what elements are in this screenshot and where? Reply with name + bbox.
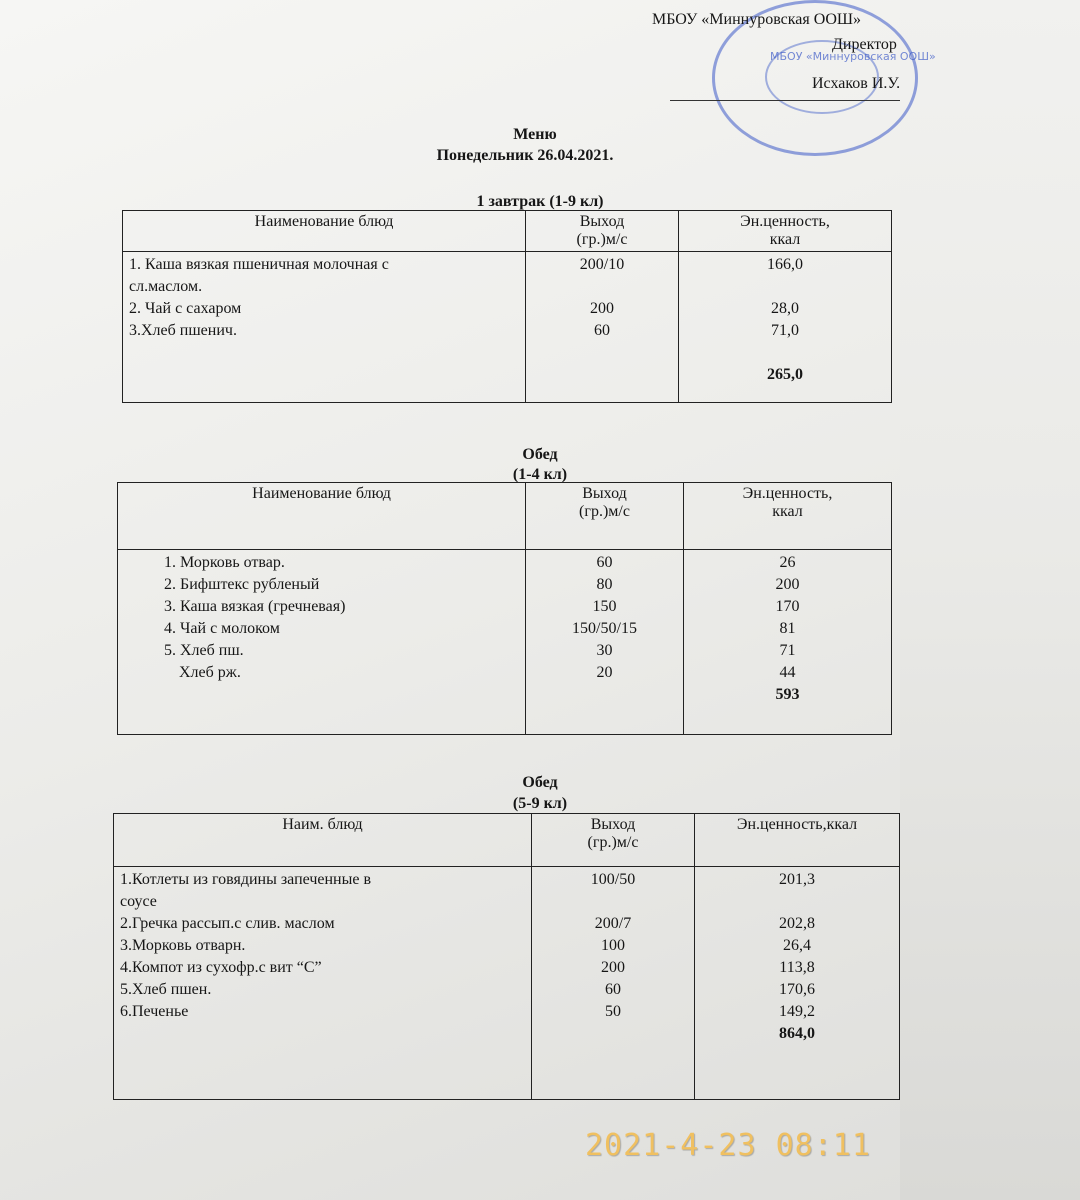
dish-name: 5.Хлеб пшен. xyxy=(120,981,212,998)
dish-energy: 81 xyxy=(779,620,796,637)
header-output: Выход (гр.)м/с xyxy=(526,483,684,550)
dish-energy: 202,8 xyxy=(779,915,815,932)
header-energy: Эн.ценность, ккал xyxy=(679,211,892,252)
lunch14-title: Обед xyxy=(522,446,558,463)
dish-name: 2. Бифштекс рубленый xyxy=(164,576,320,593)
header-dish-name: Наименование блюд xyxy=(123,211,526,252)
stamp-text: МБОУ «Миннуровская ООШ» xyxy=(770,50,936,63)
photo-timestamp: 2021-4-23 08:11 xyxy=(585,1128,871,1163)
dish-output: 150/50/15 xyxy=(572,620,637,637)
header-energy: Эн.ценность,ккал xyxy=(695,814,900,867)
dish-name: соусе xyxy=(120,893,157,910)
menu-title: Меню xyxy=(513,126,557,143)
header-output: Выход (гр.)м/с xyxy=(526,211,679,252)
dish-output: 200/10 xyxy=(579,256,625,273)
dish-name: сл.маслом. xyxy=(129,278,203,295)
dish-name: 3.Хлеб пшенич. xyxy=(129,322,237,339)
dish-name: 3. Каша вязкая (гречневая) xyxy=(164,598,346,615)
lunch14-table xyxy=(117,482,892,735)
table-header-row xyxy=(123,211,892,252)
dish-energy: 149,2 xyxy=(779,1003,815,1020)
dish-name: Хлеб рж. xyxy=(179,664,241,681)
dish-energy: 170 xyxy=(775,598,800,615)
dish-name: 2. Чай с сахаром xyxy=(129,300,242,317)
total-energy: 593 xyxy=(775,686,800,703)
dish-name: 1. Морковь отвар. xyxy=(164,554,285,571)
table-row xyxy=(118,550,892,735)
dish-output: 50 xyxy=(605,1003,621,1020)
dish-energy: 26 xyxy=(779,554,796,571)
header-dish-name: Наименование блюд xyxy=(118,483,526,550)
dish-output: 60 xyxy=(596,554,613,571)
director-position: Директор xyxy=(832,35,897,53)
signature-line xyxy=(670,100,900,101)
dish-energy: 71,0 xyxy=(771,322,799,339)
header-energy: Эн.ценность, ккал xyxy=(684,483,892,550)
dish-energy: 201,3 xyxy=(779,871,815,888)
lunch14-grade: (1-4 кл) xyxy=(512,466,568,483)
breakfast-title: 1 завтрак (1-9 кл) xyxy=(476,193,604,210)
dish-name: 1. Каша вязкая пшеничная молочная с xyxy=(129,256,389,273)
dish-name: 4. Чай с молоком xyxy=(164,620,280,637)
dish-output: 60 xyxy=(605,981,621,998)
dish-output: 80 xyxy=(596,576,613,593)
lunch59-grade: (5-9 кл) xyxy=(512,795,568,812)
dish-output: 30 xyxy=(596,642,613,659)
dish-output: 100/50 xyxy=(590,871,636,888)
breakfast-table xyxy=(122,210,892,403)
dish-name: 3.Морковь отварн. xyxy=(120,937,246,954)
header-dish-name: Наим. блюд xyxy=(114,814,532,867)
dish-output: 200/7 xyxy=(594,915,632,932)
dish-energy: 166,0 xyxy=(767,256,803,273)
menu-date: Понедельник 26.04.2021. xyxy=(436,147,614,164)
school-name: МБОУ «Миннуровская ООШ» xyxy=(652,11,862,28)
dish-energy: 113,8 xyxy=(779,959,815,976)
table-row xyxy=(114,867,900,1100)
total-energy: 864,0 xyxy=(779,1025,815,1042)
dish-energy: 71 xyxy=(779,642,796,659)
approval-block xyxy=(652,8,900,96)
lunch59-table xyxy=(113,813,900,1100)
dish-name: 5. Хлеб пш. xyxy=(164,642,244,659)
dish-output: 200 xyxy=(590,300,614,317)
dish-name: 1.Котлеты из говядины запеченные в xyxy=(120,871,372,888)
dish-name: 4.Компот из сухофр.с вит “С” xyxy=(120,959,322,976)
dish-name: 6.Печенье xyxy=(120,1003,189,1020)
header-output: Выход (гр.)м/с xyxy=(532,814,695,867)
dish-output: 20 xyxy=(596,664,613,681)
director-name: Исхаков И.У. xyxy=(812,74,901,92)
dish-energy: 200 xyxy=(775,576,800,593)
lunch59-title: Обед xyxy=(522,774,558,791)
dish-energy: 44 xyxy=(779,664,796,681)
table-header-row xyxy=(118,483,892,550)
table-header-row xyxy=(114,814,900,867)
dish-energy: 170,6 xyxy=(779,981,815,998)
dish-output: 60 xyxy=(594,322,610,339)
dish-output: 100 xyxy=(601,937,625,954)
table-row xyxy=(123,252,892,403)
dish-output: 150 xyxy=(592,598,617,615)
dish-energy: 26,4 xyxy=(783,937,811,954)
dish-energy: 28,0 xyxy=(771,300,799,317)
dish-output: 200 xyxy=(601,959,625,976)
total-energy: 265,0 xyxy=(767,366,803,383)
dish-name: 2.Гречка рассып.с слив. маслом xyxy=(120,915,335,932)
